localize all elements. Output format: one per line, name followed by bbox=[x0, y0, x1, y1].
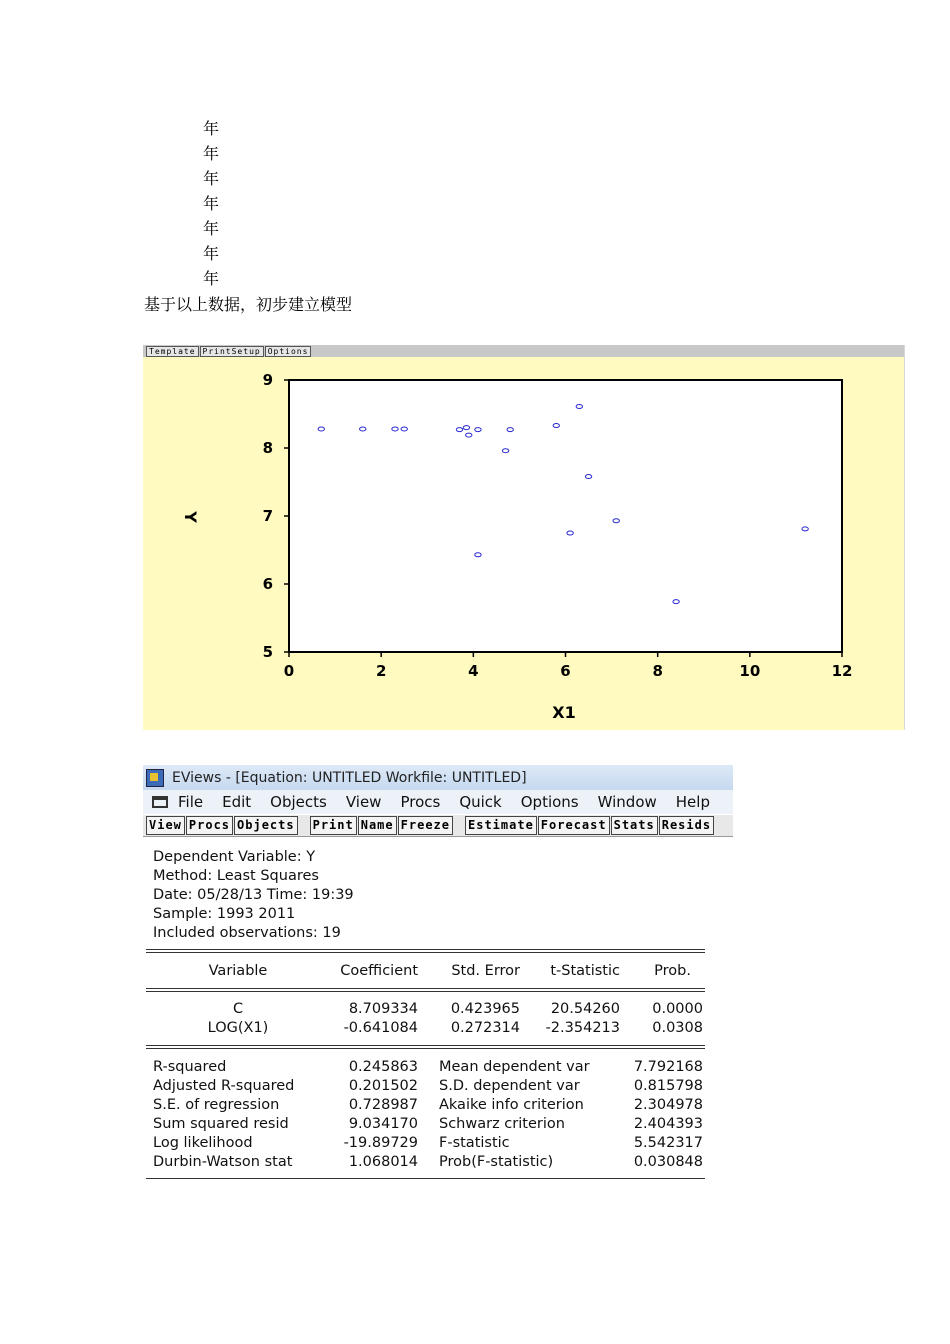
x-axis-label: X1 bbox=[552, 703, 576, 722]
procs-button[interactable]: Procs bbox=[186, 816, 233, 835]
y-tick-label: 7 bbox=[262, 507, 273, 525]
x-tick-label: 12 bbox=[831, 662, 853, 680]
y-tick-label: 5 bbox=[262, 643, 273, 661]
x-tick-label: 4 bbox=[468, 662, 479, 680]
col-variable: Variable bbox=[208, 963, 268, 979]
stat-value: 2.304978 bbox=[633, 1097, 703, 1113]
graph-panel bbox=[143, 345, 905, 730]
eviews-window bbox=[143, 765, 733, 1185]
name-button[interactable]: Name bbox=[358, 816, 397, 835]
stat-value: 0.030848 bbox=[633, 1154, 703, 1170]
row-variable: C bbox=[232, 1001, 244, 1017]
stat-value: 0.728987 bbox=[348, 1097, 418, 1113]
estimate-button[interactable]: Estimate bbox=[465, 816, 537, 835]
stat-value: 0.245863 bbox=[348, 1059, 418, 1075]
y-tick-label: 6 bbox=[262, 575, 273, 593]
year-line: 年 bbox=[203, 219, 220, 238]
stat-label: Prob(F-statistic) bbox=[439, 1154, 554, 1170]
divider bbox=[146, 949, 705, 950]
row-std-error: 0.272314 bbox=[450, 1020, 520, 1036]
divider bbox=[146, 1178, 705, 1179]
graph-toolbar bbox=[143, 345, 904, 357]
stat-label: Durbin-Watson stat bbox=[153, 1154, 293, 1170]
row-prob: 0.0308 bbox=[652, 1020, 703, 1036]
y-tick-label: 8 bbox=[262, 439, 273, 457]
row-coefficient: -0.641084 bbox=[343, 1020, 418, 1036]
x-tick-label: 2 bbox=[375, 662, 387, 680]
stat-label: Adjusted R-squared bbox=[153, 1078, 295, 1094]
row-t-statistic: 20.54260 bbox=[550, 1001, 620, 1017]
year-line: 年 bbox=[203, 169, 220, 188]
stat-label: Sum squared resid bbox=[153, 1116, 289, 1132]
year-line: 年 bbox=[203, 269, 220, 288]
window-title: EViews - [Equation: UNTITLED Workfile: UNTITLED] bbox=[172, 769, 527, 786]
col-prob: Prob. bbox=[654, 963, 691, 979]
stat-value: 2.404393 bbox=[633, 1116, 703, 1132]
stat-value: 7.792168 bbox=[633, 1059, 703, 1075]
stat-label: S.D. dependent var bbox=[439, 1078, 580, 1094]
x-tick-label: 6 bbox=[560, 662, 571, 680]
doc-sentence: 基于以上数据，初步建立模型 bbox=[144, 295, 353, 314]
y-axis-label: Y bbox=[181, 511, 200, 523]
printsetup-button[interactable]: PrintSetup bbox=[200, 346, 264, 357]
title-bar[interactable] bbox=[143, 765, 733, 790]
sample: Sample: 1993 2011 bbox=[153, 906, 296, 922]
row-std-error: 0.423965 bbox=[450, 1001, 520, 1017]
col-coefficient: Coefficient bbox=[340, 963, 418, 979]
stat-label: R-squared bbox=[153, 1059, 227, 1075]
year-lines bbox=[203, 116, 219, 291]
divider bbox=[146, 1048, 705, 1049]
equation-toolbar bbox=[143, 815, 733, 837]
menu-window[interactable]: Window bbox=[597, 793, 657, 811]
divider bbox=[146, 952, 705, 953]
x-tick-label: 10 bbox=[739, 662, 761, 680]
year-line: 年 bbox=[203, 119, 220, 138]
resids-button[interactable]: Resids bbox=[659, 816, 714, 835]
method: Method: Least Squares bbox=[153, 868, 319, 884]
stat-value: 5.542317 bbox=[633, 1135, 703, 1151]
menu-help[interactable]: Help bbox=[675, 793, 710, 811]
stat-label: Schwarz criterion bbox=[439, 1116, 565, 1132]
stats-button[interactable]: Stats bbox=[611, 816, 658, 835]
x-tick-label: 0 bbox=[283, 662, 295, 680]
included-observations: Included observations: 19 bbox=[153, 925, 341, 941]
document-window-icon[interactable] bbox=[152, 796, 168, 808]
year-line: 年 bbox=[203, 194, 220, 213]
stat-label: Log likelihood bbox=[153, 1135, 253, 1151]
date-time: Date: 05/28/13 Time: 19:39 bbox=[153, 887, 354, 903]
col-std-error: Std. Error bbox=[451, 963, 520, 979]
stat-label: F-statistic bbox=[439, 1135, 510, 1151]
row-variable: LOG(X1) bbox=[207, 1020, 269, 1036]
col-t-statistic: t-Statistic bbox=[550, 963, 620, 979]
stat-value: 1.068014 bbox=[348, 1154, 418, 1170]
year-line: 年 bbox=[203, 244, 220, 263]
year-line: 年 bbox=[203, 144, 220, 163]
equation-output bbox=[143, 838, 733, 1185]
stat-label: S.E. of regression bbox=[153, 1097, 280, 1113]
menu-quick[interactable]: Quick bbox=[459, 793, 502, 811]
stat-value: 9.034170 bbox=[348, 1116, 418, 1132]
eviews-app-icon bbox=[146, 769, 164, 787]
view-button[interactable]: View bbox=[146, 816, 185, 835]
menu-objects[interactable]: Objects bbox=[270, 793, 327, 811]
stat-value: 0.815798 bbox=[633, 1078, 703, 1094]
x-tick-label: 8 bbox=[652, 662, 663, 680]
row-prob: 0.0000 bbox=[652, 1001, 703, 1017]
stat-label: Mean dependent var bbox=[439, 1059, 590, 1075]
dependent-variable: Dependent Variable: Y bbox=[153, 849, 316, 865]
forecast-button[interactable]: Forecast bbox=[538, 816, 610, 835]
menu-procs[interactable]: Procs bbox=[400, 793, 441, 811]
menu-edit[interactable]: Edit bbox=[222, 793, 252, 811]
menu-view[interactable]: View bbox=[345, 793, 382, 811]
objects-button[interactable]: Objects bbox=[234, 816, 298, 835]
row-coefficient: 8.709334 bbox=[348, 1001, 418, 1017]
divider bbox=[146, 988, 705, 989]
menu-file[interactable]: File bbox=[178, 793, 204, 811]
stat-value: -19.89729 bbox=[343, 1135, 418, 1151]
freeze-button[interactable]: Freeze bbox=[398, 816, 453, 835]
options-button[interactable]: Options bbox=[265, 346, 312, 357]
row-t-statistic: -2.354213 bbox=[545, 1020, 620, 1036]
template-button[interactable]: Template bbox=[146, 346, 199, 357]
print-button[interactable]: Print bbox=[310, 816, 357, 835]
stat-value: 0.201502 bbox=[348, 1078, 418, 1094]
menu-bar bbox=[143, 790, 733, 814]
y-tick-label: 9 bbox=[262, 371, 273, 389]
stat-label: Akaike info criterion bbox=[439, 1097, 584, 1113]
menu-options[interactable]: Options bbox=[520, 793, 579, 811]
divider bbox=[146, 1045, 705, 1046]
scatter-chart bbox=[143, 357, 904, 730]
plot-area bbox=[289, 380, 842, 652]
divider bbox=[146, 991, 705, 992]
